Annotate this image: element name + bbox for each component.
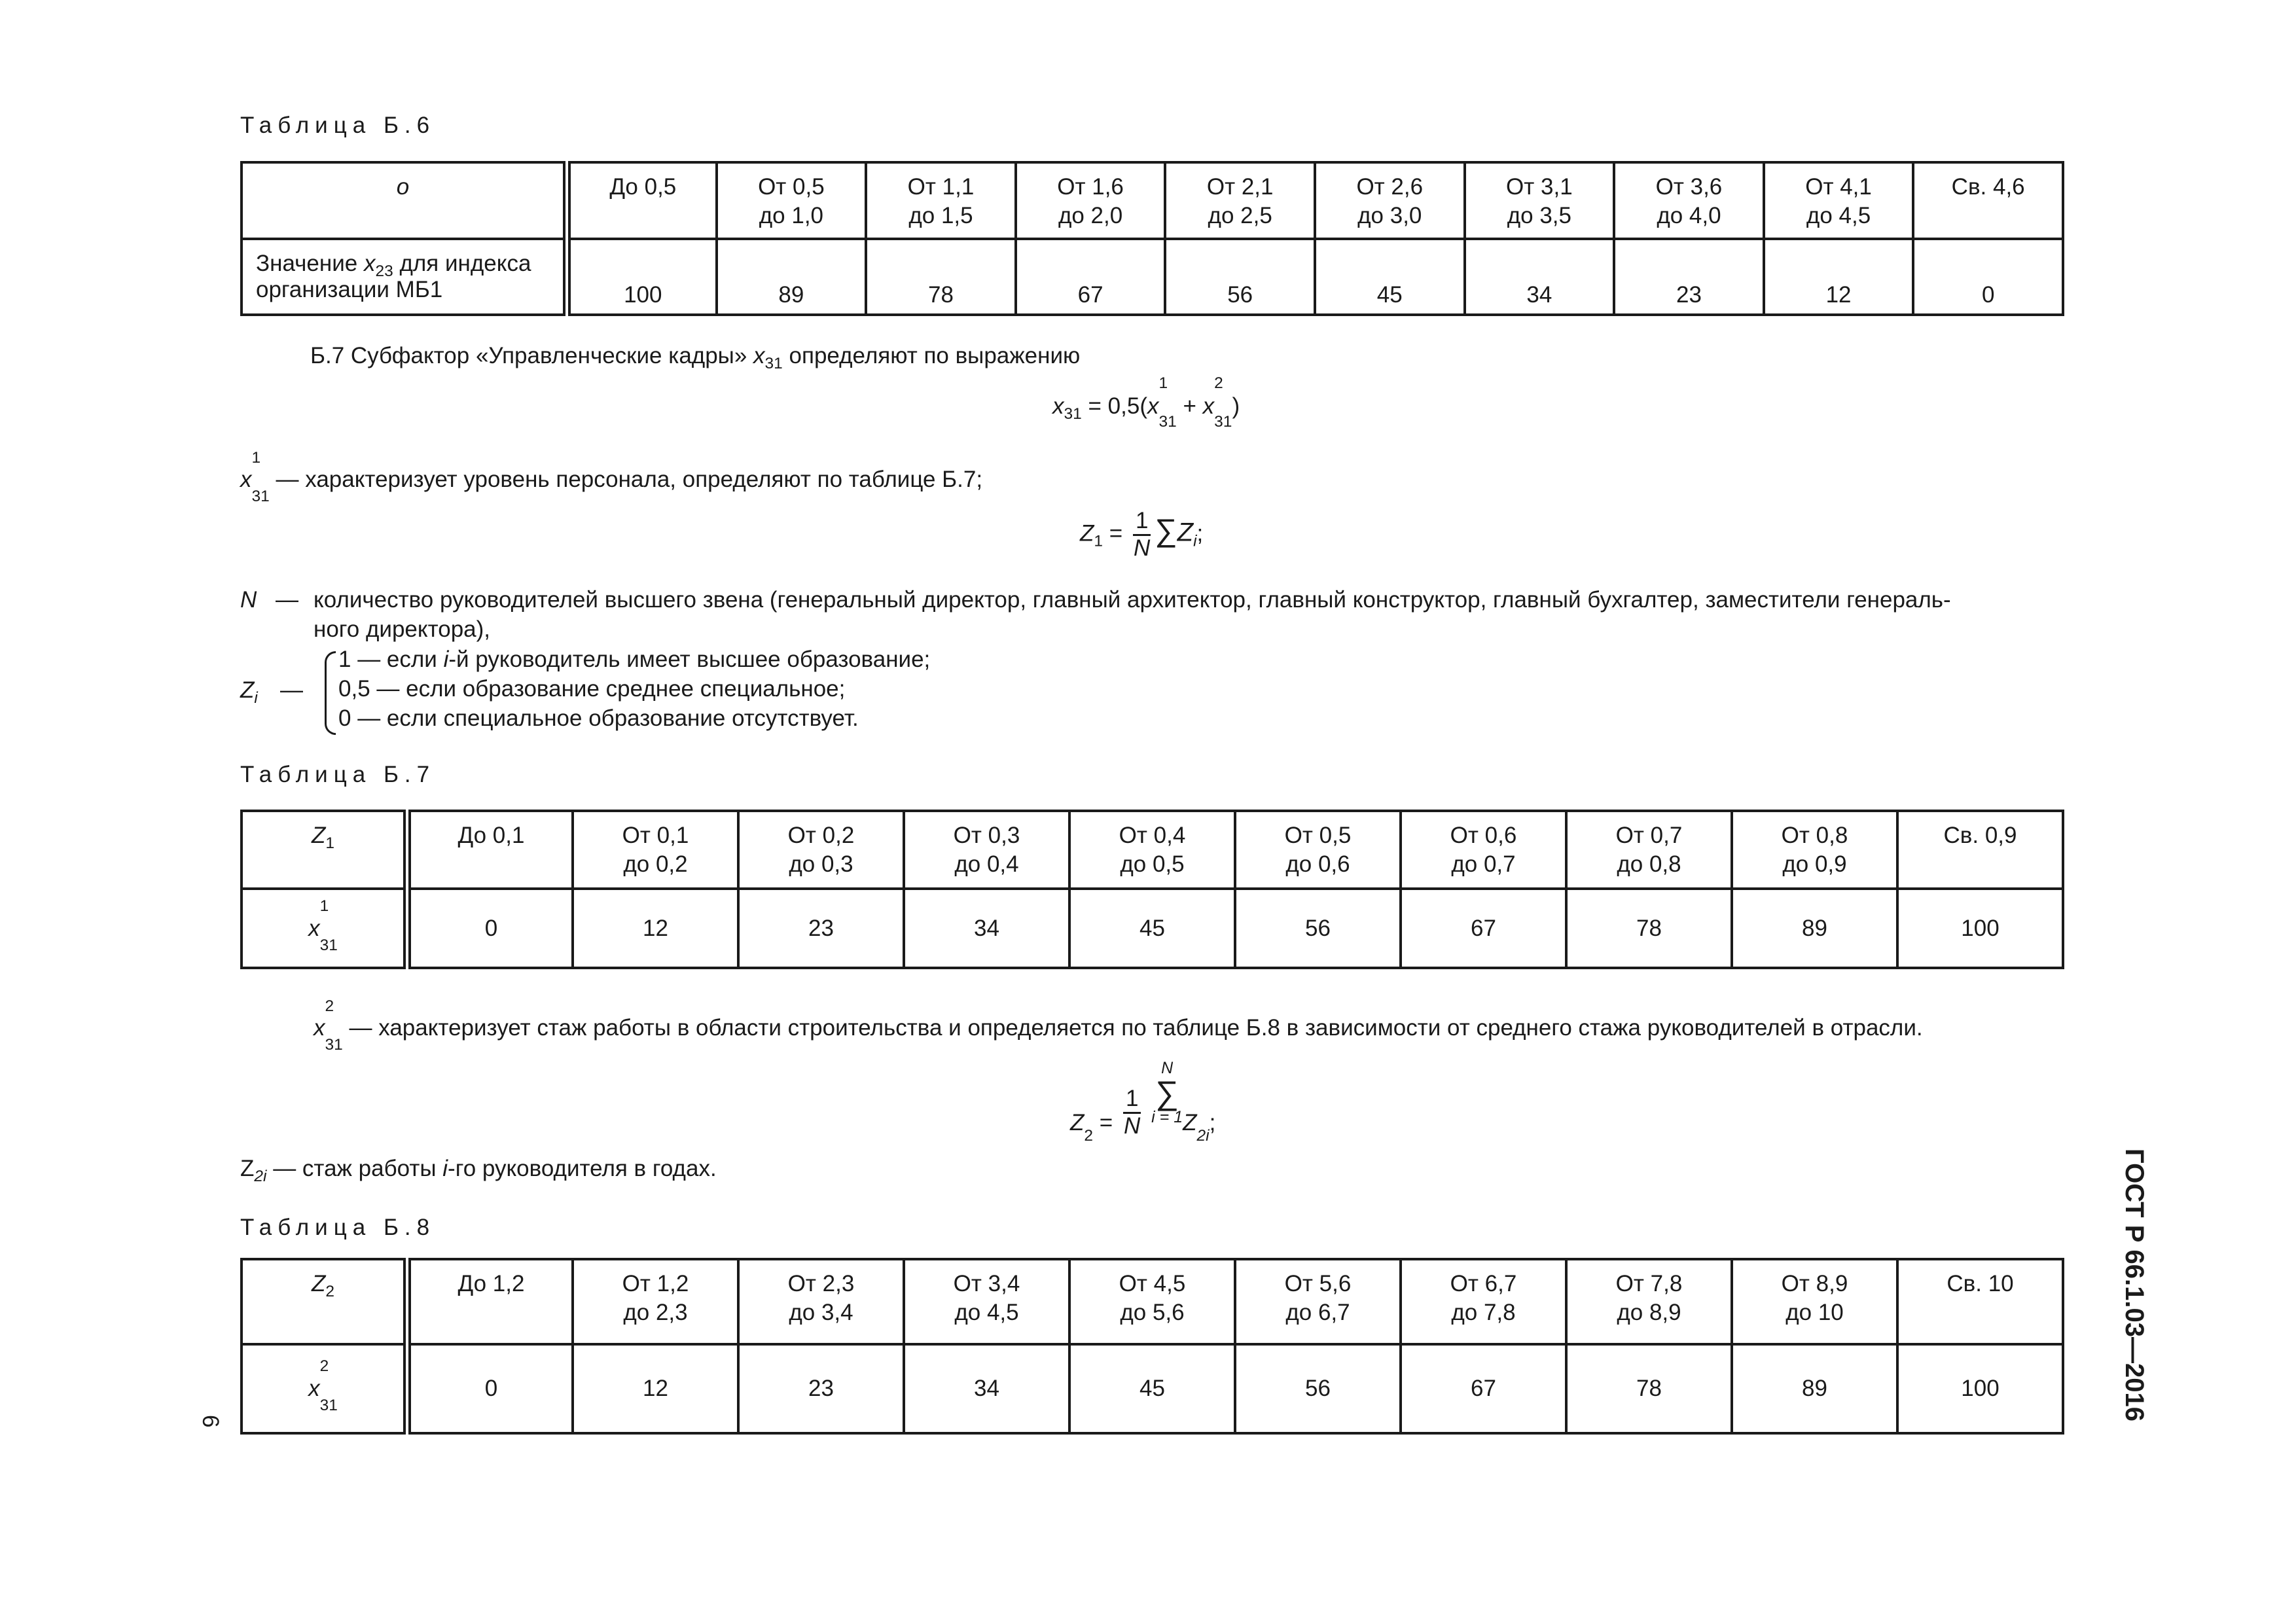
- header-range-from: От 5,6: [1284, 1271, 1352, 1296]
- brace-icon: [325, 651, 336, 735]
- def-x31-2: x 2 $_{31}$ — характеризует стаж работы в области строительства и определяется по таблице Б.8 в зависимости от среднего стажа руководителей в отрасли.: [314, 997, 1923, 1054]
- table-b7-header-cell: [738, 811, 904, 889]
- table-b7-header-cell: [1897, 811, 2063, 889]
- header-range-from: От 3,6: [1655, 174, 1723, 200]
- table-b8-value-cell: 100: [1897, 1344, 2063, 1433]
- formula-z1: $Z_1$ = $\frac{1}{N}$ $\sum Z_i$;: [1080, 508, 1204, 561]
- header-range-from: Св. 0,9: [1943, 823, 2017, 848]
- table-b8-header-cell: [1566, 1259, 1732, 1344]
- table-b6-value-cell: 100: [567, 239, 717, 315]
- def-n-var: N: [240, 587, 257, 613]
- def-x31-1: x 1 $_{31}$ — характеризует уровень персонала, определяют по таблице Б.7;: [240, 449, 983, 505]
- table-b7-caption: Таблица Б.7: [240, 762, 436, 787]
- table-b7-value-cell: 56: [1235, 889, 1401, 968]
- table-b8-value-cell: 45: [1069, 1344, 1235, 1433]
- table-b8-header-cell: [1897, 1259, 2063, 1344]
- header-range-to: до 8,9: [1617, 1299, 1681, 1325]
- def-n-line1: количество руководителей высшего звена (генеральный директор, главный архитектор, главный конструктор, главный бухгалтер, заместители генераль-: [314, 587, 1951, 613]
- header-range-to: до 4,5: [1806, 202, 1871, 228]
- header-range-from: От 3,4: [953, 1271, 1020, 1296]
- table-b8-value-row: [242, 1344, 2063, 1433]
- header-range-from: До 0,1: [457, 823, 525, 848]
- def-zi-case-2: 0,5 — если образование среднее специальное;: [338, 676, 846, 702]
- table-b6-header-cell: [1913, 162, 2063, 239]
- table-b6-value-cell: 34: [1465, 239, 1615, 315]
- table-b6-header-cell: [866, 162, 1016, 239]
- table-b7-value-cell: 23: [738, 889, 904, 968]
- table-b8-value-cell: 12: [573, 1344, 738, 1433]
- header-range-from: От 1,2: [622, 1271, 689, 1296]
- formula-z2: $Z_2$ = $\frac{1}{N}$ N ∑ i = 1 $Z_{2i}$;: [1070, 1059, 1216, 1145]
- header-range-from: До 0,5: [609, 174, 677, 200]
- header-range-to: до 10: [1785, 1299, 1844, 1325]
- header-range-to: до 0,4: [954, 851, 1019, 877]
- header-range-from: От 0,2: [787, 823, 855, 848]
- header-range-to: до 0,5: [1120, 851, 1185, 877]
- header-range-from: От 4,1: [1805, 174, 1872, 200]
- table-b6-header-cell: [1315, 162, 1465, 239]
- header-range-from: От 1,6: [1057, 174, 1124, 200]
- table-b6-header-cell: [1165, 162, 1315, 239]
- table-b7-value-cell: 34: [904, 889, 1069, 968]
- header-range-to: до 5,6: [1120, 1299, 1185, 1325]
- table-b6-header-label: о: [242, 162, 567, 239]
- table-b6-value-cell: 0: [1913, 239, 2063, 315]
- header-range-to: до 0,2: [623, 851, 688, 877]
- table-b6-value-cell: 45: [1315, 239, 1465, 315]
- header-range-to: до 0,3: [789, 851, 853, 877]
- table-b6-caption: Таблица Б.6: [240, 113, 436, 138]
- header-range-from: От 0,7: [1615, 823, 1683, 848]
- fraction-1-over-n: $\frac{1}{N}$: [1134, 508, 1151, 561]
- def-zi-var: $Z_i$: [240, 677, 258, 707]
- table-b7-value-cell: 67: [1401, 889, 1566, 968]
- table-b7-row-label: x 1 $_{31}$: [242, 889, 407, 968]
- def-n-dash: —: [276, 587, 298, 613]
- table-b6-row-label: Значение $x_{23}$ для индекса организации МБ1: [242, 239, 567, 315]
- header-range-from: Св. 4,6: [1951, 174, 2025, 200]
- table-b8-header-cell: [1235, 1259, 1401, 1344]
- table-b8-value-cell: 56: [1235, 1344, 1401, 1433]
- table-b7-header-cell: [1235, 811, 1401, 889]
- header-range-from: От 0,8: [1781, 823, 1848, 848]
- table-b8-value-cell: 34: [904, 1344, 1069, 1433]
- table-b8-header-row: [242, 1259, 2063, 1344]
- table-b6-value-cell: 67: [1016, 239, 1166, 315]
- table-b7-header-cell: [1069, 811, 1235, 889]
- table-b7-value-cell: 12: [573, 889, 738, 968]
- table-b7-value-cell: 0: [407, 889, 573, 968]
- header-range-to: до 3,0: [1357, 202, 1422, 228]
- header-range-from: От 0,5: [758, 174, 825, 200]
- table-b8-header-cell: [1401, 1259, 1566, 1344]
- header-range-from: От 0,1: [622, 823, 689, 848]
- header-range-from: От 2,6: [1356, 174, 1424, 200]
- table-b6-value-cell: 78: [866, 239, 1016, 315]
- table-b7-header-cell: [1732, 811, 1897, 889]
- fraction-1-over-n-2: $\frac{1}{N}$: [1124, 1086, 1141, 1139]
- table-b7-value-cell: 100: [1897, 889, 2063, 968]
- table-b8-value-cell: 89: [1732, 1344, 1897, 1433]
- def-zi-case-1: 1 — если i-й руководитель имеет высшее образование;: [338, 647, 931, 672]
- table-b7-header-cell: [904, 811, 1069, 889]
- table-b8-value-cell: 78: [1566, 1344, 1732, 1433]
- table-b7-header-row: [242, 811, 2063, 889]
- table-b6-header-cell: [1465, 162, 1615, 239]
- table-b6-value-cell: 56: [1165, 239, 1315, 315]
- header-range-from: От 8,9: [1781, 1271, 1848, 1296]
- table-b6-header-cell: [1764, 162, 1914, 239]
- header-range-to: до 0,6: [1285, 851, 1350, 877]
- table-b8-caption: Таблица Б.8: [240, 1215, 436, 1240]
- table-b7-header-label: $Z_1$: [242, 811, 407, 889]
- def-zi-dash: —: [280, 677, 303, 703]
- def-n-line2: ного директора),: [314, 616, 491, 642]
- table-b7-header-cell: [1566, 811, 1732, 889]
- header-range-from: До 1,2: [457, 1271, 525, 1296]
- table-b7-value-cell: 78: [1566, 889, 1732, 968]
- table-b7-header-cell: [1401, 811, 1566, 889]
- table-b7-header-cell: [573, 811, 738, 889]
- table-b6: [240, 161, 2064, 316]
- table-b8-header-cell: [1069, 1259, 1235, 1344]
- formula-x31: $x_{31} = 0,5(x$ 1 $_{31}$ + x 2 $_{31}$): [1052, 374, 1240, 431]
- table-b8-header-cell: [904, 1259, 1069, 1344]
- header-range-to: до 2,3: [623, 1299, 688, 1325]
- header-range-to: до 1,5: [908, 202, 973, 228]
- table-b7: [240, 810, 2064, 969]
- table-b7-value-row: [242, 889, 2063, 968]
- table-b8-row-label: x 2 $_{31}$: [242, 1344, 407, 1433]
- page-number: 6: [198, 1415, 223, 1428]
- def-zi-case-3: 0 — если специальное образование отсутствует.: [338, 705, 859, 731]
- standard-designation: ГОСТ Р 66.1.03—2016: [2120, 1149, 2149, 1421]
- table-b8-header-cell: [407, 1259, 573, 1344]
- header-range-to: до 0,7: [1451, 851, 1516, 877]
- header-range-from: От 0,4: [1119, 823, 1186, 848]
- header-range-to: до 0,8: [1617, 851, 1681, 877]
- table-b6-value-row: [242, 239, 2063, 315]
- table-b8: [240, 1258, 2064, 1435]
- header-range-from: От 4,5: [1119, 1271, 1186, 1296]
- table-b6-header-cell: [1016, 162, 1166, 239]
- def-z2i: $Z_{2i}$ — стаж работы i-го руководителя в годах.: [240, 1156, 717, 1185]
- sum-operator: N ∑ i = 1: [1151, 1059, 1183, 1126]
- table-b6-value-cell: 89: [717, 239, 867, 315]
- table-b8-header-cell: [1732, 1259, 1897, 1344]
- table-b6-header-cell: [1614, 162, 1764, 239]
- table-b8-header-cell: [573, 1259, 738, 1344]
- table-b8-value-cell: 67: [1401, 1344, 1566, 1433]
- table-b6-value-cell: 23: [1614, 239, 1764, 315]
- table-b8-value-cell: 0: [407, 1344, 573, 1433]
- header-range-to: до 3,4: [789, 1299, 853, 1325]
- header-range-to: до 0,9: [1782, 851, 1847, 877]
- header-range-to: до 2,5: [1208, 202, 1272, 228]
- header-range-from: От 0,6: [1450, 823, 1517, 848]
- header-range-to: до 1,0: [759, 202, 824, 228]
- header-range-from: От 2,1: [1206, 174, 1274, 200]
- header-range-from: От 3,1: [1506, 174, 1573, 200]
- table-b8-header-label: $Z_2$: [242, 1259, 407, 1344]
- header-range-to: до 2,0: [1058, 202, 1123, 228]
- table-b7-value-cell: 45: [1069, 889, 1235, 968]
- header-range-to: до 3,5: [1507, 202, 1571, 228]
- header-range-to: до 7,8: [1451, 1299, 1516, 1325]
- header-range-from: От 6,7: [1450, 1271, 1517, 1296]
- table-b6-value-cell: 12: [1764, 239, 1914, 315]
- header-range-from: От 1,1: [907, 174, 975, 200]
- table-b7-header-cell: [407, 811, 573, 889]
- b7-paragraph: Б.7 Субфактор «Управленческие кадры» $x_{31}$ определяют по выражению: [310, 343, 1081, 372]
- header-range-to: до 4,0: [1657, 202, 1721, 228]
- header-range-from: От 0,5: [1284, 823, 1352, 848]
- table-b8-header-cell: [738, 1259, 904, 1344]
- header-range-to: до 6,7: [1285, 1299, 1350, 1325]
- table-b6-header-row: [242, 162, 2063, 239]
- header-range-from: Св. 10: [1946, 1271, 2014, 1296]
- header-range-from: От 2,3: [787, 1271, 855, 1296]
- table-b7-value-cell: 89: [1732, 889, 1897, 968]
- header-range-from: От 0,3: [953, 823, 1020, 848]
- header-range-to: до 4,5: [954, 1299, 1019, 1325]
- table-b6-header-cell: [717, 162, 867, 239]
- table-b6-header-cell: [567, 162, 717, 239]
- table-b8-value-cell: 23: [738, 1344, 904, 1433]
- header-range-from: От 7,8: [1615, 1271, 1683, 1296]
